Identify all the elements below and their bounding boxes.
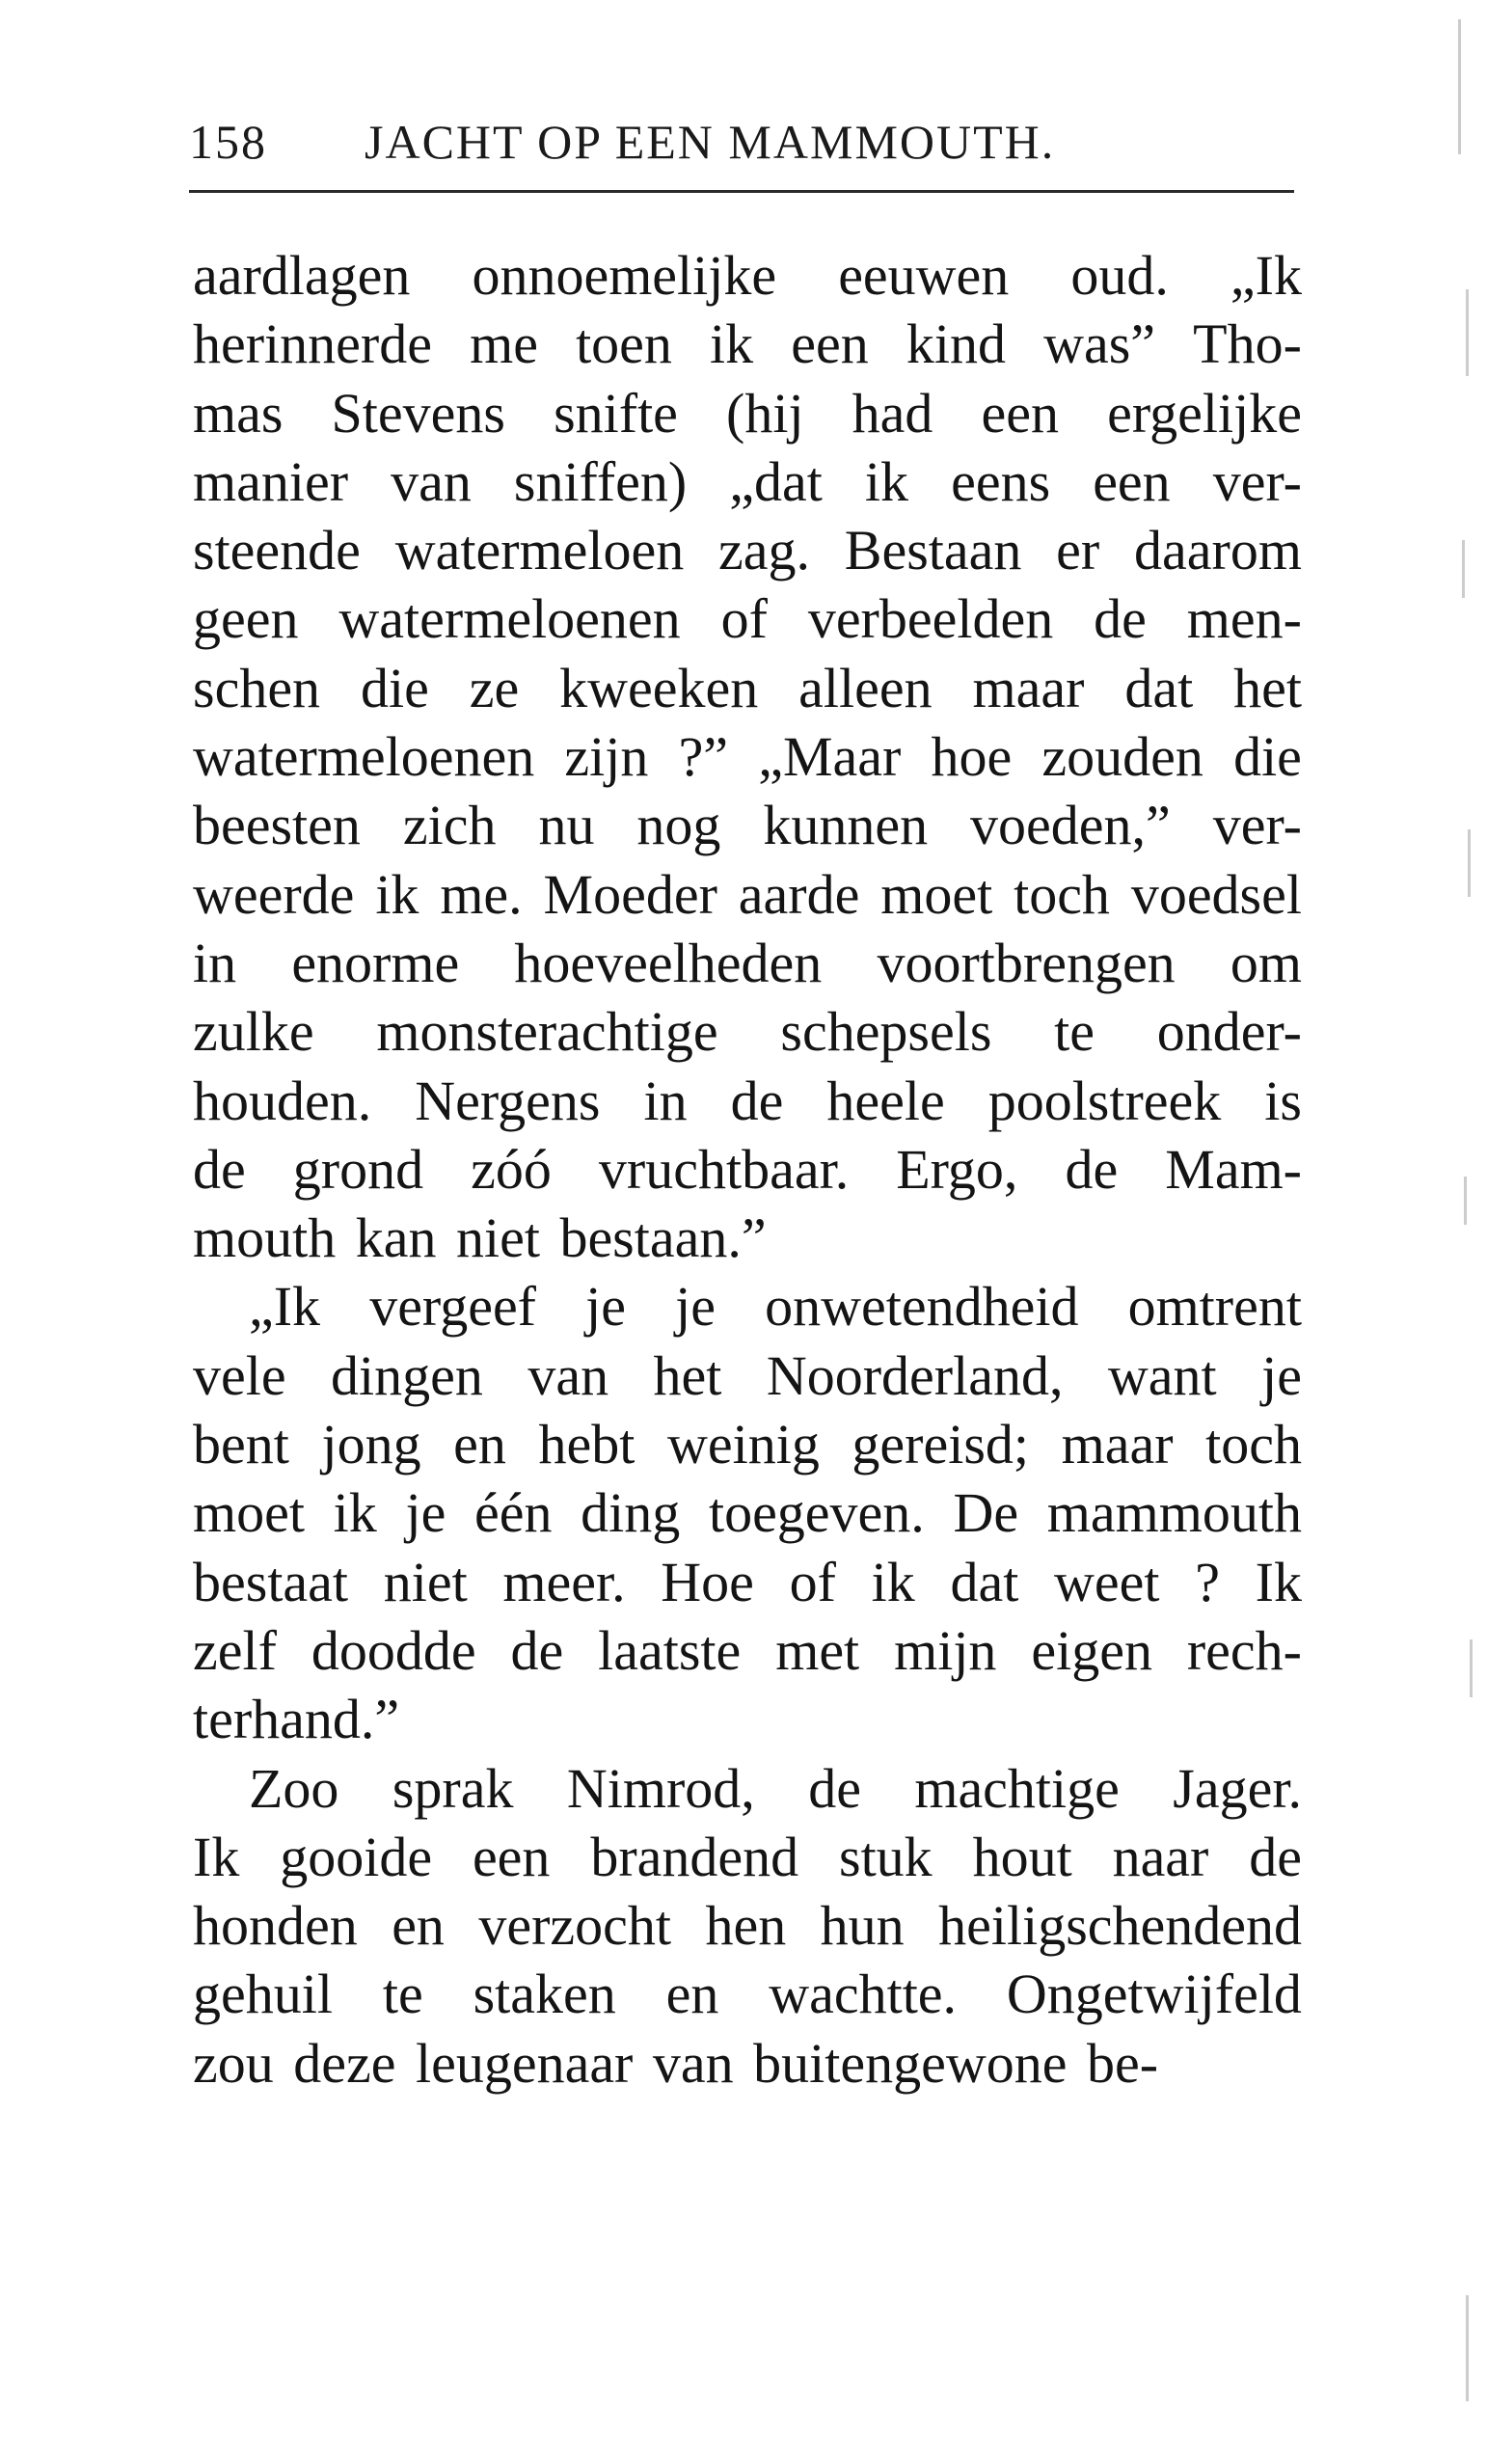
scan-edge-mark — [1464, 1177, 1467, 1225]
text-line: zelf doodde de laatste met mijn eigen rech- — [193, 1618, 1302, 1682]
body-text — [193, 241, 1302, 2098]
text-line: gehuil te staken en wachtte. Ongetwijfeld — [193, 1963, 1302, 2026]
text-line: bestaat niet meer. Hoe of ik dat weet ? Ik — [193, 1550, 1302, 1613]
running-title: JACHT OP EEN MAMMOUTH. — [365, 115, 1056, 169]
text-line: de grond zóó vruchtbaar. Ergo, de Mam- — [193, 1137, 1302, 1201]
text-line: „Ik vergeef je je onwetendheid omtrent — [249, 1275, 1302, 1339]
running-head — [189, 114, 1294, 191]
scan-edge-mark — [1466, 289, 1469, 376]
header-rule — [189, 190, 1294, 193]
scan-edge-mark — [1458, 19, 1461, 154]
text-line: aardlagen onnoemelijke eeuwen oud. „Ik — [193, 244, 1302, 307]
scan-edge-mark — [1466, 2295, 1469, 2401]
text-line: moet ik je één ding toegeven. De mammouth — [193, 1481, 1302, 1545]
scan-edge-mark — [1468, 829, 1471, 897]
text-line: terhand.” — [193, 1688, 400, 1751]
text-line: herinnerde me toen ik een kind was” Tho- — [193, 312, 1302, 376]
text-line: manier van sniffen) „dat ik eens een ver- — [193, 449, 1302, 513]
text-line: beesten zich nu nog kunnen voeden,” ver- — [193, 794, 1302, 857]
text-line: zulke monsterachtige schepsels te onder- — [193, 1000, 1302, 1064]
text-line: vele dingen van het Noorderland, want je — [193, 1343, 1302, 1407]
text-line: geen watermeloenen of verbeelden de men- — [193, 587, 1302, 651]
text-line: schen die ze kweeken alleen maar dat het — [193, 656, 1302, 719]
text-line: bent jong en hebt weinig gereisd; maar toch — [193, 1413, 1302, 1476]
text-line: in enorme hoeveelheden voortbrengen om — [193, 931, 1302, 994]
text-line: honden en verzocht hen hun heiligschendend — [193, 1894, 1302, 1958]
text-line: zou deze leugenaar van buitengewone be- — [193, 2031, 1159, 2095]
scan-edge-mark — [1470, 1639, 1473, 1697]
text-line: mas Stevens snifte (hij had een ergelijke — [193, 381, 1302, 445]
text-line: weerde ik me. Moeder aarde moet toch voedsel — [193, 862, 1302, 926]
text-line: watermeloenen zijn ?” „Maar hoe zouden die — [193, 725, 1302, 789]
text-line: Zoo sprak Nimrod, de machtige Jager. — [249, 1756, 1302, 1820]
page-number: 158 — [189, 115, 267, 169]
text-line: Ik gooide een brandend stuk hout naar de — [193, 1825, 1302, 1888]
text-line: mouth kan niet bestaan.” — [193, 1206, 767, 1270]
text-line: houden. Nergens in de heele poolstreek is — [193, 1069, 1302, 1132]
text-line: steende watermeloen zag. Bestaan er daarom — [193, 519, 1302, 582]
scan-edge-mark — [1462, 540, 1465, 598]
